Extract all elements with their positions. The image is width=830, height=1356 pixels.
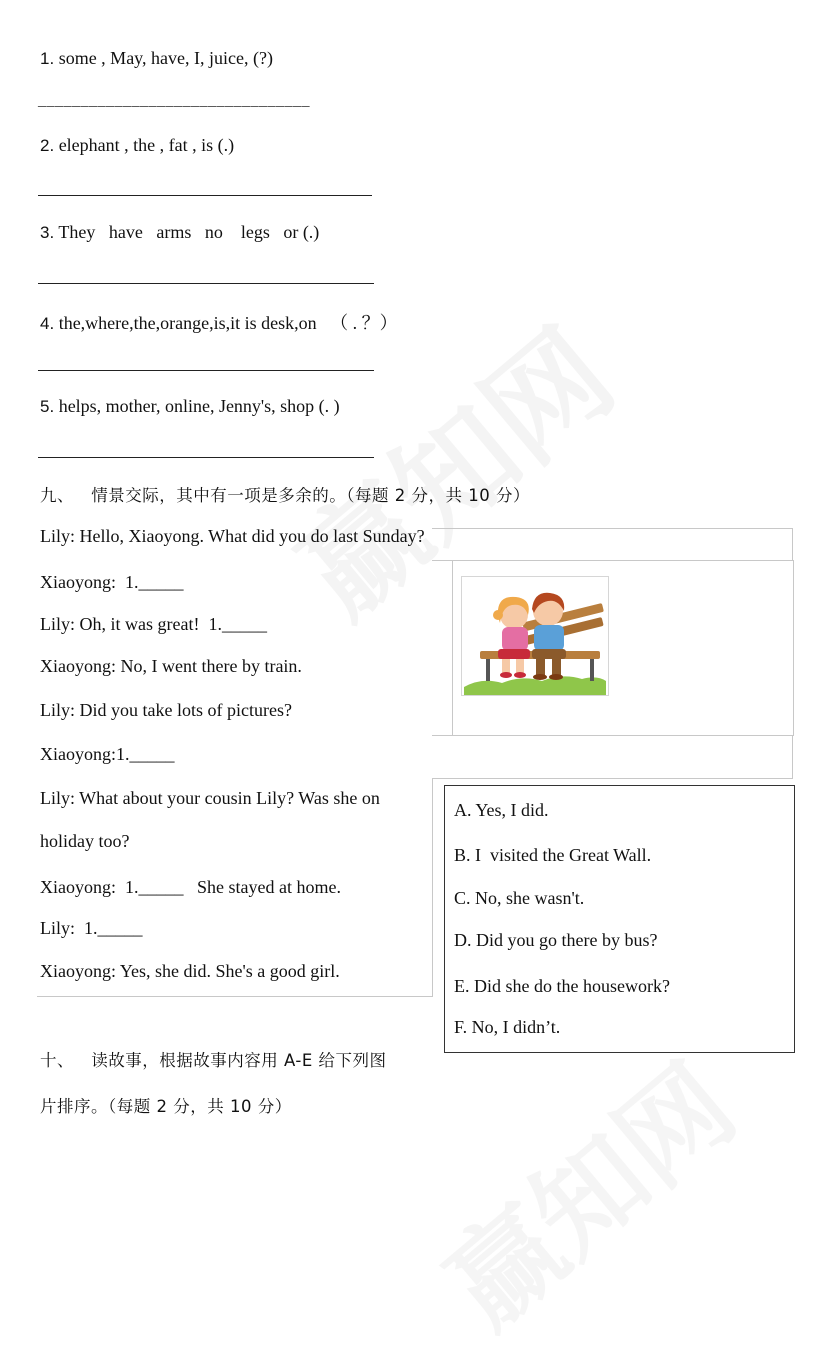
watermark-bottom (408, 1022, 762, 1355)
option-d: D. Did you go there by bus? (454, 930, 658, 950)
reorder-item-5: 5. helps, mother, online, Jenny's, shop (. ) (40, 396, 340, 416)
dialogue-line: holiday too? (40, 831, 130, 851)
dialogue-line: Lily: Oh, it was great! 1._____ (40, 614, 267, 634)
dialogue-line: Lily: Hello, Xiaoyong. What did you do last Sunday? (40, 526, 425, 546)
section-10-heading-cont: 片排序。（每题 2 分，共 10 分） (40, 1097, 292, 1116)
dialogue-frame-bottom (37, 996, 433, 997)
answer-line-4[interactable] (38, 370, 374, 371)
answer-line-2[interactable] (38, 195, 372, 196)
children-bench-picture (461, 576, 609, 696)
reorder-item-1: 1. some , May, have, I, juice, (?) (40, 48, 273, 68)
dialogue-line: Xiaoyong:1._____ (40, 744, 175, 764)
dialogue-frame-divider (432, 778, 433, 996)
answer-line-3[interactable] (38, 283, 374, 284)
reorder-item-4: 4. the,where,the,orange,is,it is desk,on （ . ？） (40, 313, 398, 333)
dialogue-frame-mid (432, 735, 793, 779)
dialogue-line: Xiaoyong: Yes, she did. She's a good girl. (40, 961, 340, 981)
dialogue-line: Lily: What about your cousin Lily? Was she on (40, 788, 380, 808)
answer-line-5[interactable] (38, 457, 374, 458)
dialogue-line: Lily: 1._____ (40, 918, 143, 938)
reorder-item-2: 2. elephant , the , fat , is (.) (40, 135, 235, 155)
option-b: B. I visited the Great Wall. (454, 845, 652, 865)
options-box (444, 785, 795, 1053)
option-c: C. No, she wasn't. (454, 888, 585, 908)
dialogue-line: Xiaoyong: 1._____ She stayed at home. (40, 877, 341, 897)
dialogue-frame-top (432, 528, 793, 561)
option-e: E. Did she do the housework? (454, 976, 670, 996)
children-bench-illustration (462, 577, 608, 695)
dialogue-line: Xiaoyong: 1._____ (40, 572, 184, 592)
reorder-item-3: 3. They have arms no legs or (.) (40, 222, 320, 242)
answer-blank-1[interactable]: ________________________________ (38, 92, 310, 109)
dialogue-line: Xiaoyong: No, I went there by train. (40, 656, 302, 676)
option-a: A. Yes, I did. (454, 800, 549, 820)
section-9-heading: 九、 情景交际，其中有一项是多余的。（每题 2 分，共 10 分） (40, 486, 530, 505)
section-10-heading: 十、 读故事，根据故事内容用 A-E 给下列图 (40, 1051, 387, 1070)
option-f: F. No, I didn’t. (454, 1017, 561, 1037)
dialogue-line: Lily: Did you take lots of pictures? (40, 700, 292, 720)
